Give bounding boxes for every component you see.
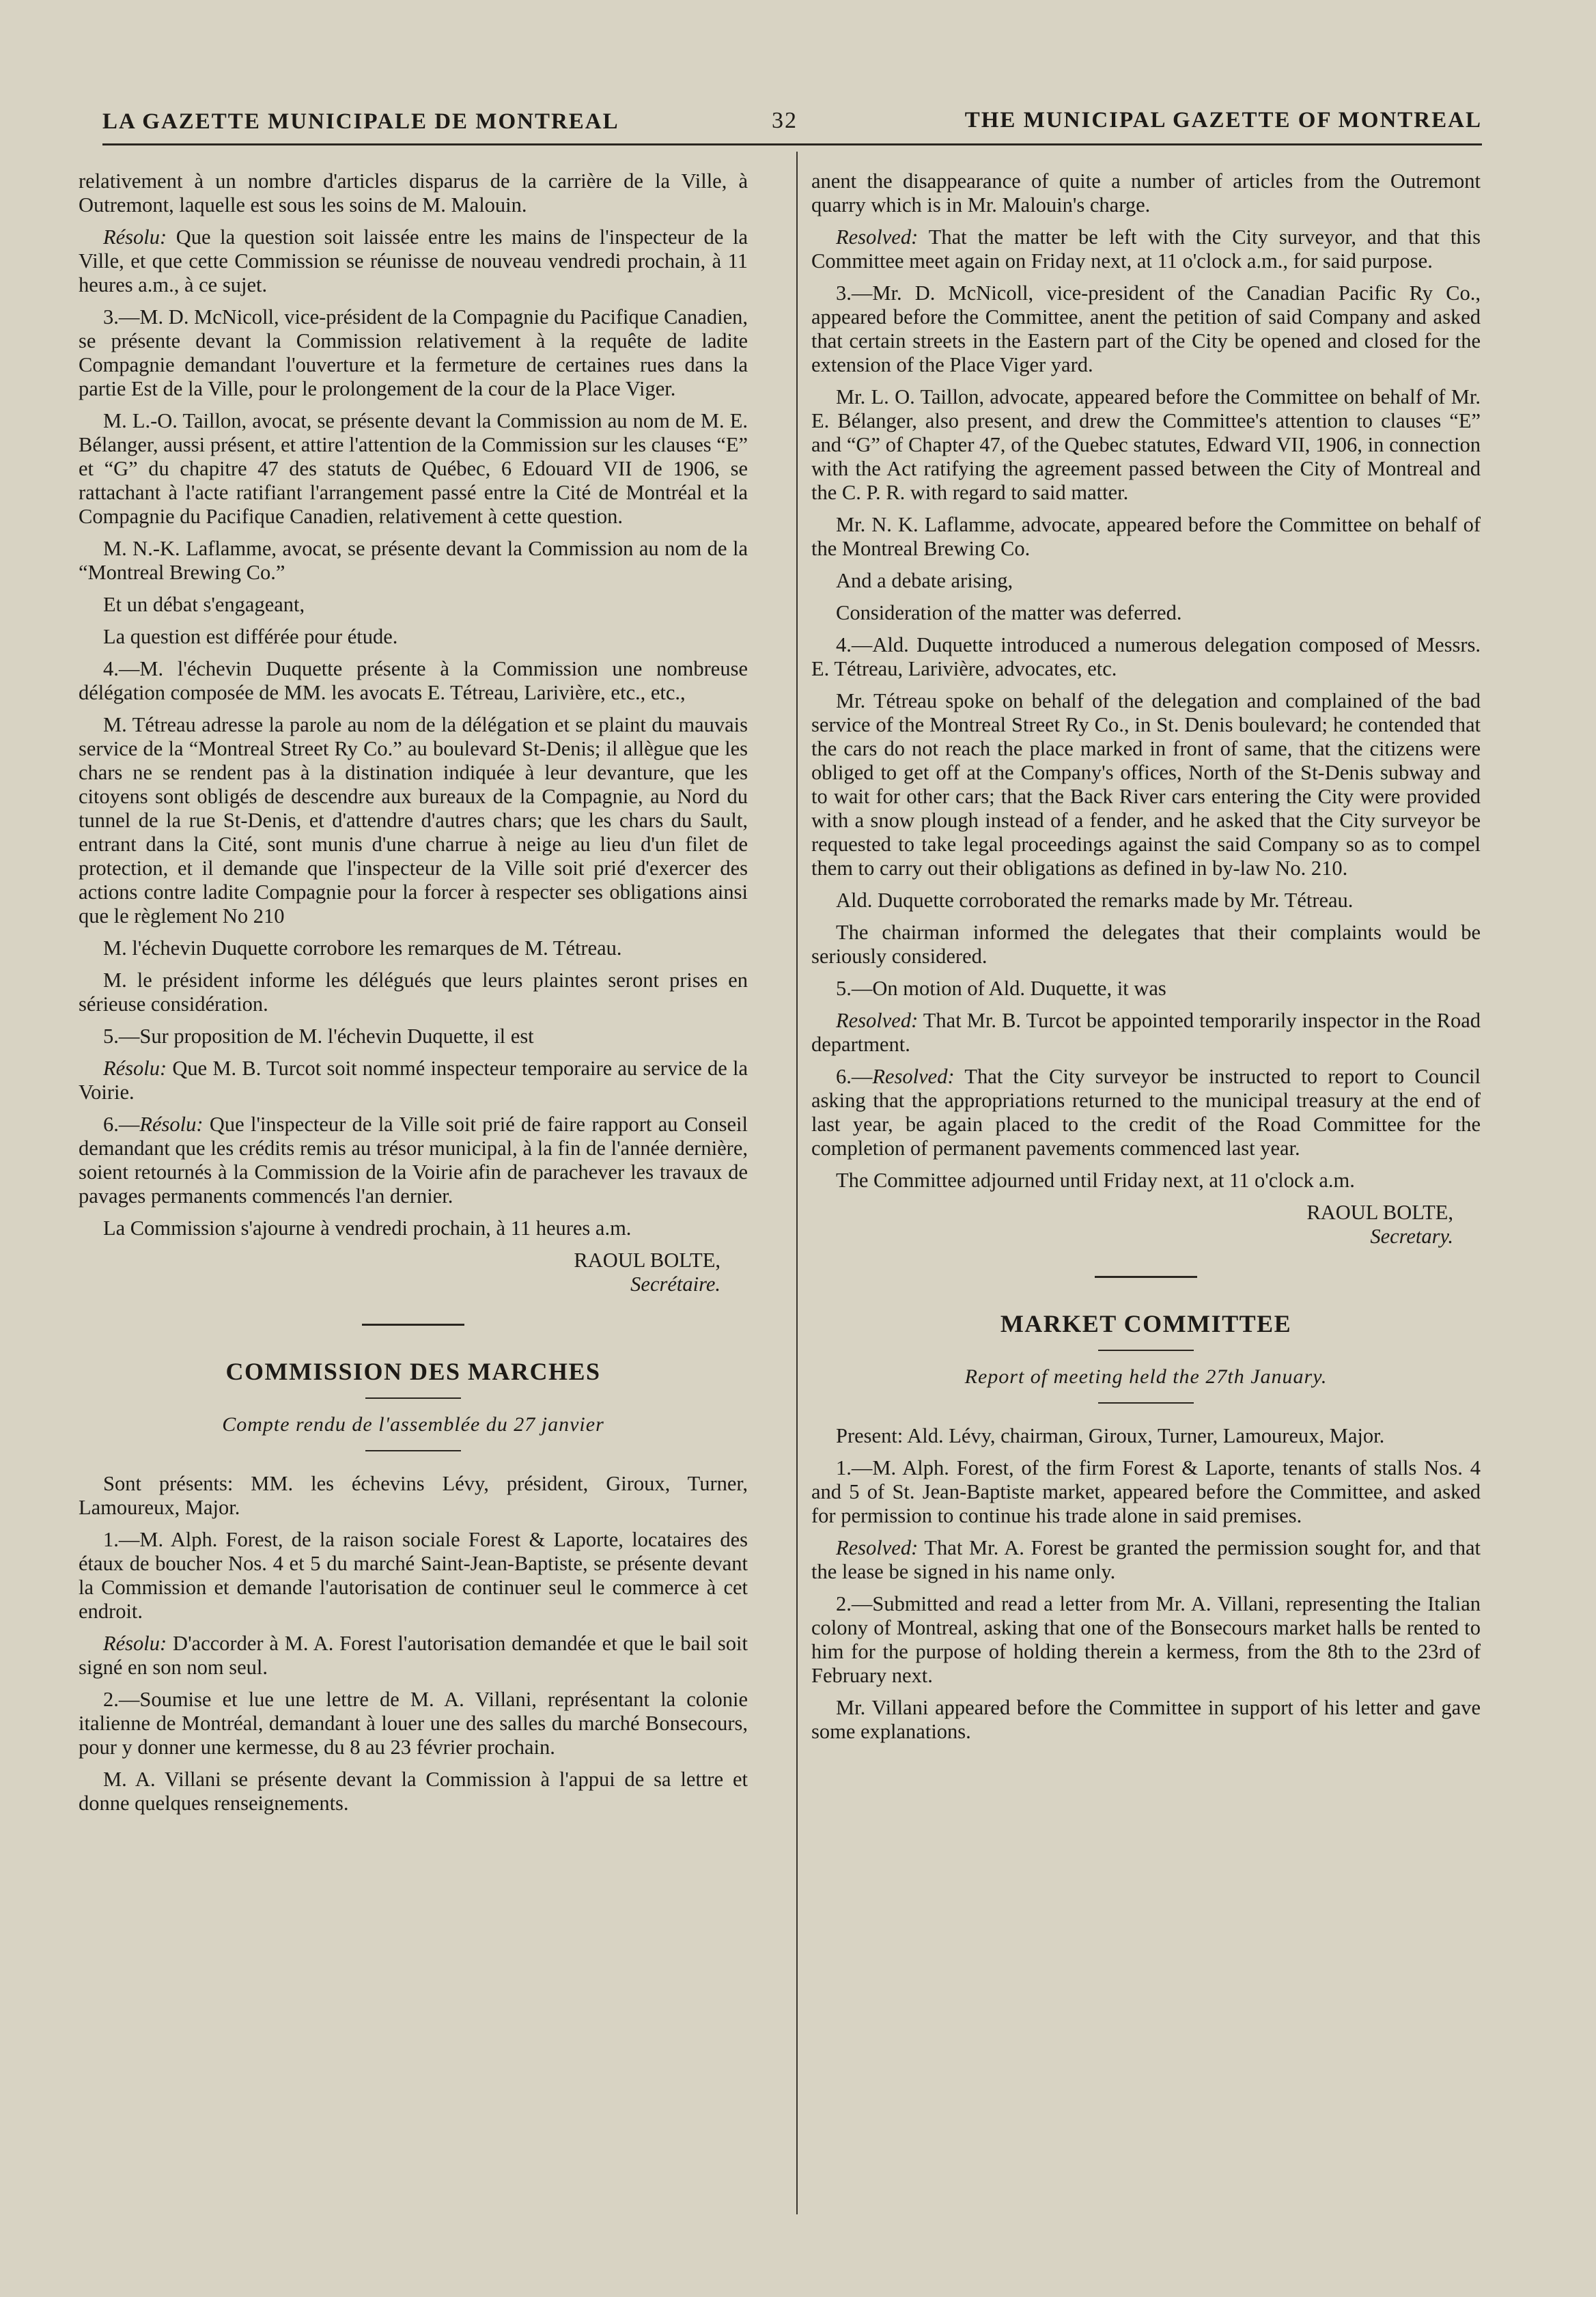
paragraph: Mr. N. K. Laflamme, advocate, appeared before the Committee on behalf of the Montreal Brewing Co. [811,513,1481,560]
resolution-label: Résolu: [103,1057,167,1080]
paragraph-text: That Mr. A. Forest be granted the permission sought for, and that the lease be signed in his name only. [811,1536,1481,1583]
paragraph: relativement à un nombre d'articles disparus de la carrière de la Ville, à Outremont, laquelle est sous les soins de M. Malouin. [79,169,748,217]
paragraph: 3.—M. D. McNicoll, vice-président de la Compagnie du Pacifique Canadien, se présente devant la Commission relativement à la requête de ladite Compagnie demandant l'ouverture et la fermeture de certaines rues dans la partie Est de la Ville, pour le prolongement de la cour de la Place Viger. [79,305,748,400]
header-title-french: LA GAZETTE MUNICIPALE DE MONTREAL [102,109,619,134]
page-header [102,102,1482,143]
paragraph [811,225,1481,273]
paragraph [79,1113,748,1208]
paragraph: Ald. Duquette corroborated the remarks made by Mr. Tétreau. [836,889,1354,912]
paragraph: Present: Ald. Lévy, chairman, Giroux, Turner, Lamoureux, Major. [836,1424,1385,1447]
title-rule [365,1397,461,1399]
section-subtitle: Compte rendu de l'assemblée du 27 janvier [222,1413,604,1436]
paragraph [79,1057,748,1104]
paragraph: 2.—Submitted and read a letter from Mr. A. Villani, representing the Italian colony of Montreal, asking that one of the Bonsecours market halls be rented to him for the purpose of holding therein a kermess, from the 8th to the 23rd of February next. [811,1592,1481,1687]
paragraph-text: Que M. B. Turcot soit nommé inspecteur temporaire au service de la Voirie. [79,1057,748,1104]
paragraph [811,1009,1481,1057]
signature [79,1249,748,1296]
section-divider [1095,1276,1197,1278]
paragraph: Mr. Villani appeared before the Committee in support of his letter and gave some explanations. [811,1696,1481,1743]
paragraph-text: That Mr. B. Turcot be appointed temporarily inspector in the Road department. [811,1009,1481,1056]
paragraph: La question est différée pour étude. [103,625,398,648]
paragraph: And a debate arising, [836,569,1013,592]
resolution-label: Resolved: [872,1065,955,1088]
paragraph: 2.—Soumise et lue une lettre de M. A. Villani, représentant la colonie italienne de Montréal, demandant à louer une des salles du marché Bonsecours, pour y donner une kermesse, du 8 au 23 février prochain. [79,1688,748,1759]
header-rule [102,143,1482,145]
subtitle-rule [1098,1402,1194,1404]
paragraph: 1.—M. Alph. Forest, de la raison sociale Forest & Laporte, locataires des étaux de boucher Nos. 4 et 5 du marché Saint-Jean-Baptiste, se présente devant la Commission et demande l'autorisation de continuer seul le commerce à cet endroit. [79,1528,748,1623]
signature [811,1201,1481,1249]
paragraph [811,1536,1481,1584]
resolution-label: Résolu: [103,225,167,249]
header-title-english: THE MUNICIPAL GAZETTE OF MONTREAL [964,108,1482,133]
paragraph [79,225,748,297]
subtitle-rule [365,1450,461,1451]
paragraph: 5.—On motion of Ald. Duquette, it was [836,977,1166,1000]
english-column [811,169,1481,1752]
paragraph [811,1065,1481,1160]
paragraph: M. le président informe les délégués que leurs plaintes seront prises en sérieuse considération. [79,969,748,1016]
signature-name: RAOUL BOLTE, [1306,1201,1453,1224]
paragraph-text: Que l'inspecteur de la Ville soit prié de faire rapport au Conseil demandant que les crédits remis au trésor municipal, à la fin de l'année dernière, soient retournés à la Commission de la Voirie afin de parachever les travaux de pavages permanents commencés l'an dernier. [79,1113,748,1208]
paragraph: Mr. L. O. Taillon, advocate, appeared before the Committee on behalf of Mr. E. Bélanger, also present, and drew the Committee's attention to clauses “E” and “G” of Chapter 47, of the Quebec statutes, Edward VII, 1906, in connection with the Act ratifying the agreement passed between the City of Montreal and the C. P. R. with regard to said matter. [811,385,1481,504]
paragraph-text: Que la question soit laissée entre les mains de l'inspecteur de la Ville, et que cette Commission se réunisse de nouveau vendredi prochain, à 11 heures a.m., à ce sujet. [79,225,748,296]
resolution-label: Resolved: [836,1536,919,1559]
paragraph-text: D'accorder à M. A. Forest l'autorisation demandée et que le bail soit signé en son nom seul. [79,1632,748,1679]
resolution-label: Résolu: [103,1632,167,1655]
resolution-label: Resolved: [836,1009,919,1032]
item-number: 6.— [103,1113,140,1136]
paragraph: Et un débat s'engageant, [103,593,305,616]
paragraph: M. L.-O. Taillon, avocat, se présente devant la Commission au nom de M. E. Bélanger, aussi présent, et attire l'attention de la Commission sur les clauses “E” et “G” du chapitre 47 des statuts de Québec, 6 Edouard VII de 1906, se rattachant à l'acte ratifiant l'arrangement passé entre la Cité de Montréal et la Compagnie du Pacifique Canadien, relativement à cette question. [79,409,748,528]
page-number: 32 [772,108,798,133]
paragraph: The Committee adjourned until Friday next, at 11 o'clock a.m. [836,1169,1355,1192]
item-number: 6.— [836,1065,873,1088]
paragraph: M. Tétreau adresse la parole au nom de la délégation et se plaint du mauvais service de la “Montreal Street Ry Co.” au boulevard St-Denis; il allègue que les chars ne se rendent pas à la distination indiquée à leur devanture, que les citoyens sont obligés de descendre aux bureaux de la Compagnie, au Nord du tunnel de la rue St-Denis, et d'attendre d'autres chars; que les chars du Sault, entrant dans la Cité, sont munis d'une charrue à neige au lieu d'un filet de protection, et il demande que l'inspecteur de la Ville soit prié d'exercer des actions contre ladite Compagnie pour la forcer à respecter ses obligations ainsi que le règlement No 210 [79,713,748,928]
paragraph: La Commission s'ajourne à vendredi prochain, à 11 heures a.m. [103,1216,632,1240]
signature-title: Secretary. [1370,1225,1453,1248]
section-title: MARKET COMMITTEE [1000,1310,1292,1337]
paragraph: 5.—Sur proposition de M. l'échevin Duquette, il est [103,1025,534,1048]
section-subtitle: Report of meeting held the 27th January. [964,1365,1328,1388]
paragraph: M. A. Villani se présente devant la Commission à l'appui de sa lettre et donne quelques renseignements. [79,1768,748,1815]
section-divider [362,1324,464,1326]
paragraph-text: That the matter be left with the City surveyor, and that this Committee meet again on Friday next, at 11 o'clock a.m., for said purpose. [811,225,1481,273]
signature-name: RAOUL BOLTE, [574,1249,720,1272]
paragraph: 3.—Mr. D. McNicoll, vice-president of the Canadian Pacific Ry Co., appeared before the Committee, anent the petition of said Company and asked that certain streets in the Eastern part of the City be opened and closed for the extension of the Place Viger yard. [811,281,1481,376]
resolution-label: Résolu: [139,1113,204,1136]
paragraph: 4.—Ald. Duquette introduced a numerous delegation composed of Messrs. E. Tétreau, Larivière, advocates, etc. [811,633,1481,680]
section-title: COMMISSION DES MARCHES [225,1358,601,1385]
signature-title: Secrétaire. [630,1272,720,1296]
column-divider [796,152,798,2214]
paragraph: Mr. Tétreau spoke on behalf of the delegation and complained of the bad service of the Montreal Street Ry Co., in St. Denis boulevard; he contended that the cars do not reach the place marked in front of same, that the citizens were obliged to get off at the Company's offices, North of the St-Denis subway and to wait for other cars; that the Back River cars entering the City were provided with a snow plough instead of a fender, and he asked that the City surveyor be requested to take legal proceedings against the said Company so as to compel them to carry out their obligations as defined in by-law No. 210. [811,689,1481,880]
paragraph: Sont présents: MM. les échevins Lévy, président, Giroux, Turner, Lamoureux, Major. [79,1472,748,1519]
paragraph-text: That the City surveyor be instructed to report to Council asking that the appropriations returned to the municipal treasury at the end of last year, be again placed to the credit of the Road Committee for the completion of permanent pavements commenced last year. [811,1065,1481,1160]
paragraph: M. l'échevin Duquette corrobore les remarques de M. Tétreau. [103,936,622,960]
title-rule [1098,1350,1194,1351]
resolution-label: Resolved: [836,225,919,249]
paragraph: Consideration of the matter was deferred. [836,601,1182,624]
paragraph: anent the disappearance of quite a number of articles from the Outremont quarry which is in Mr. Malouin's charge. [811,169,1481,217]
paragraph: M. N.-K. Laflamme, avocat, se présente devant la Commission au nom de la “Montreal Brewing Co.” [79,537,748,584]
french-column [79,169,748,1824]
paragraph: The chairman informed the delegates that their complaints would be seriously considered. [811,921,1481,968]
paragraph: 1.—M. Alph. Forest, of the firm Forest & Laporte, tenants of stalls Nos. 4 and 5 of St. Jean-Baptiste market, appeared before the Committee, and asked for permission to continue his trade alone in said premises. [811,1456,1481,1527]
paragraph: 4.—M. l'échevin Duquette présente à la Commission une nombreuse délégation composée de MM. les avocats E. Tétreau, Larivière, etc., etc., [79,657,748,704]
paragraph [79,1632,748,1680]
